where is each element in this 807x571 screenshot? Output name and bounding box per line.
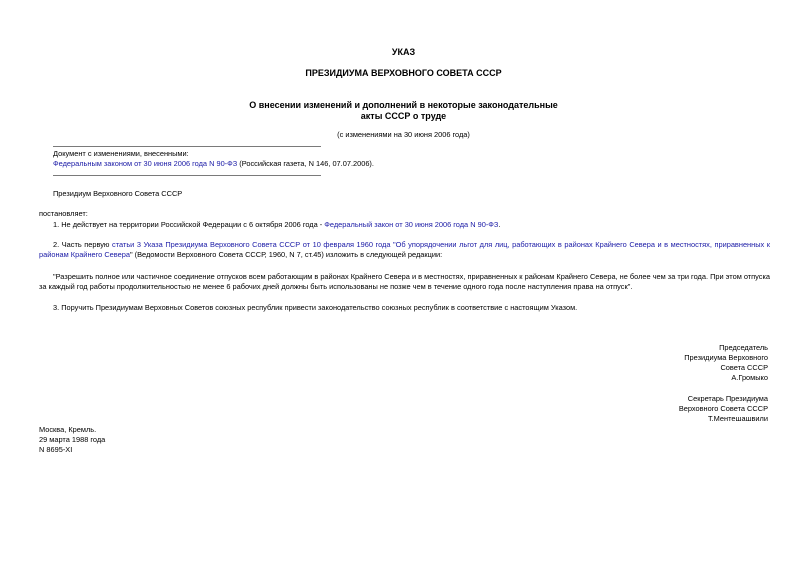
- preamble: Президиум Верховного Совета СССР: [53, 189, 183, 198]
- amendments-bottom-rule: [53, 175, 321, 176]
- item-2: [39, 240, 770, 261]
- amendments-source: (Российская газета, N 146, 07.07.2006).: [237, 159, 374, 168]
- chairman-title-line3: Совета СССР: [720, 363, 768, 372]
- item-3: 3. Поручить Президиумам Верховных Советов союзных республик привести законодательство союзных республик в соответствие с настоящим Указом.: [53, 303, 578, 312]
- revision-note: (с изменениями на 30 июня 2006 года): [337, 130, 470, 139]
- resolves-label: постановляет:: [39, 209, 88, 218]
- item-1: [53, 220, 500, 230]
- amendments-top-rule: [53, 146, 321, 147]
- chairman-name: А.Громыко: [731, 373, 768, 382]
- decree-number: N 8695-XI: [39, 445, 73, 454]
- document-type-title: УКАЗ: [391, 47, 416, 57]
- signing-place: Москва, Кремль.: [39, 425, 97, 434]
- secretary-name: Т.Ментешашвили: [707, 414, 768, 423]
- item-1-suffix: .: [498, 220, 501, 229]
- item-2-decree-link[interactable]: статьи 3 Указа Президиума Верховного Совета СССР от 10 февраля 1960 года "Об упорядочении льгот для лиц, работающих в районах Крайнего Севера и в местностях, приравненных к районам Крайнего Севера: [39, 240, 770, 259]
- signing-date: 29 марта 1988 года: [39, 435, 106, 444]
- item-1-text: 1. Не действует на территории Российской Федерации с 6 октября 2006 года -: [53, 220, 325, 229]
- footer-block: [39, 425, 105, 455]
- quoted-provision: "Разрешить полное или частичное соединение отпусков всем работающим в районах Крайнего Севера и в местностях, приравненных к районам Крайнего Севера, не более чем за три года. При этом отпуска за каждый год работы продолжительностью не менее 6 рабочих дней должны быть использованы не позже чем в течение одного года после наступления права на отпуск".: [39, 272, 770, 291]
- secretary-signature-block: [679, 394, 768, 424]
- chairman-title-line2: Президиума Верховного: [684, 353, 768, 362]
- secretary-title-line1: Секретарь Президиума: [687, 394, 768, 403]
- amending-law-link[interactable]: Федеральным законом от 30 июня 2006 года N 90-ФЗ: [53, 159, 238, 168]
- issuer-title: ПРЕЗИДИУМА ВЕРХОВНОГО СОВЕТА СССР: [305, 68, 502, 78]
- chairman-title-line1: Председатель: [719, 343, 768, 352]
- subject-line-2: акты СССР о труде: [360, 111, 447, 121]
- item-2-text: 2. Часть первую: [53, 240, 112, 249]
- secretary-title-line2: Верховного Совета СССР: [678, 404, 768, 413]
- chairman-signature-block: [684, 343, 768, 383]
- item-2-source: " (Ведомости Верховного Совета СССР, 1960, N 7, ст.45) изложить в следующей редакции:: [129, 250, 443, 259]
- subject-line-1: О внесении изменений и дополнений в некоторые законодательные: [249, 100, 558, 110]
- amendments-label: Документ с изменениями, внесенными:: [53, 149, 189, 158]
- amendments-line: [53, 159, 374, 169]
- item-1-law-link[interactable]: Федеральный закон от 30 июня 2006 года N 90-ФЗ: [324, 220, 499, 229]
